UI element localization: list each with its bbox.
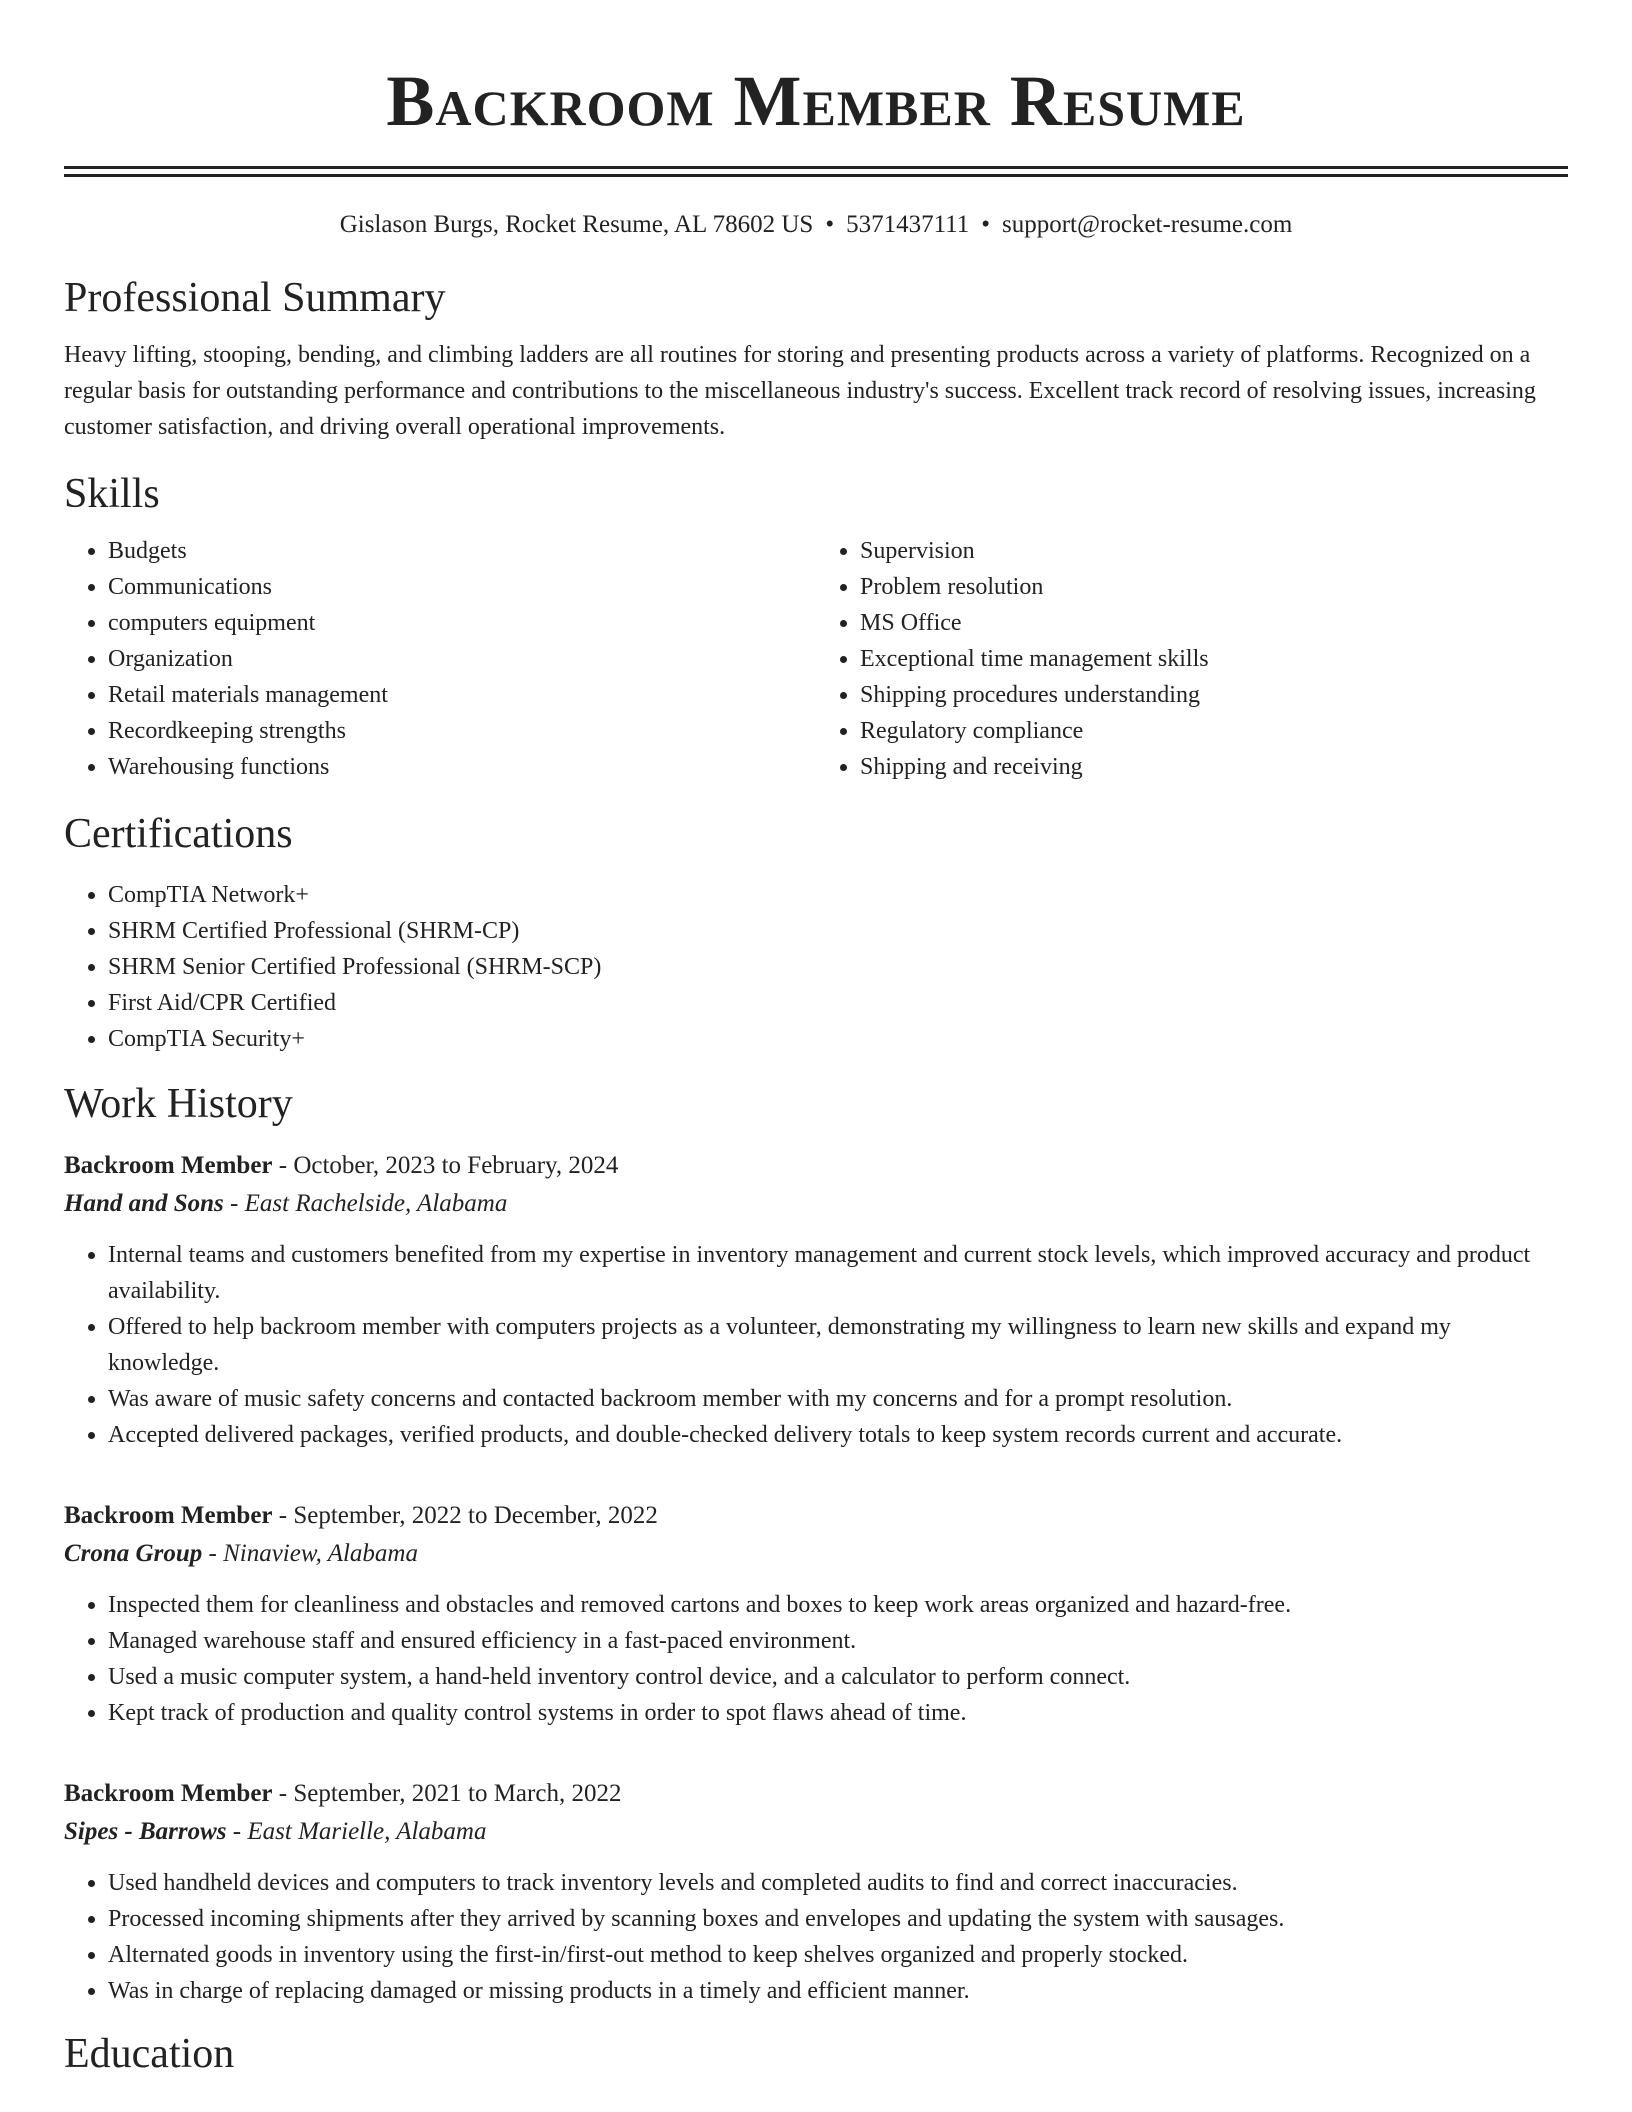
job-bullets — [64, 1587, 1568, 1731]
job-entry — [64, 1497, 1568, 1731]
certifications-heading: Certifications — [64, 811, 293, 857]
certification-item: • CompTIA Network+ — [108, 877, 1568, 913]
skills-left-list — [64, 533, 816, 785]
contact-phone: 5371437111 — [846, 211, 970, 238]
job-bullets — [64, 1865, 1568, 2009]
skill-item: • Problem resolution — [860, 569, 1568, 605]
skills-columns — [64, 533, 1568, 785]
job-bullet: • Processed incoming shipments after they arrived by scanning boxes and envelopes and updating the system with sausages. — [108, 1901, 1568, 1937]
job-entry — [64, 1775, 1568, 2009]
job-role: Backroom Member — [64, 1502, 273, 1529]
skill-item: • Exceptional time management skills — [860, 641, 1568, 677]
job-company-line — [64, 1185, 1568, 1223]
job-company: Crona Group — [64, 1540, 203, 1567]
skill-item: • Communications — [108, 569, 816, 605]
certification-item: • SHRM Senior Certified Professional (SHRM-SCP) — [108, 949, 1568, 985]
job-entry — [64, 1147, 1568, 1453]
skill-item: • Regulatory compliance — [860, 713, 1568, 749]
certification-item: • SHRM Certified Professional (SHRM-CP) — [108, 913, 1568, 949]
job-title-line — [64, 1775, 1568, 1813]
skill-item: • Warehousing functions — [108, 749, 816, 785]
summary-heading: Professional Summary — [64, 275, 446, 321]
job-company-line — [64, 1813, 1568, 1851]
job-bullet: • Kept track of production and quality control systems in order to spot flaws ahead of time. — [108, 1695, 1568, 1731]
job-location: - East Rachelside, Alabama — [223, 1190, 508, 1217]
job-bullets — [64, 1237, 1568, 1453]
skill-item: • Budgets — [108, 533, 816, 569]
job-dates: - September, 2022 to December, 2022 — [272, 1502, 658, 1529]
skills-right-list — [816, 533, 1568, 785]
certifications-section — [64, 809, 1568, 1057]
education-section — [64, 2029, 1568, 2079]
summary-text: Heavy lifting, stooping, bending, and climbing ladders are all routines for storing and presenting products across a variety of platforms. Recognized on a regular basis for outstanding performance and contributions to the miscellaneous industry's success. Excellent track record of resolving issues, increasing customer satisfaction, and driving overall operational improvements. — [64, 342, 1536, 440]
skill-item: • Recordkeeping strengths — [108, 713, 816, 749]
skill-item: • Organization — [108, 641, 816, 677]
job-dates: - October, 2023 to February, 2024 — [272, 1152, 619, 1179]
job-title-line — [64, 1147, 1568, 1185]
job-bullet: • Was in charge of replacing damaged or missing products in a timely and efficient manner. — [108, 1973, 1568, 2009]
job-title-line — [64, 1497, 1568, 1535]
contact-address: Gislason Burgs, Rocket Resume, AL 78602 US — [339, 211, 814, 238]
skill-item: • computers equipment — [108, 605, 816, 641]
contact-email: support@rocket-resume.com — [1002, 211, 1293, 238]
education-heading: Education — [64, 2031, 235, 2077]
summary-section — [64, 273, 1568, 445]
certification-item: • First Aid/CPR Certified — [108, 985, 1568, 1021]
resume-title: Backroom Member Resume — [386, 61, 1246, 141]
work-history-heading: Work History — [64, 1081, 293, 1127]
job-bullet: • Was aware of music safety concerns and contacted backroom member with my concerns and for a prompt resolution. — [108, 1381, 1568, 1417]
job-dates: - September, 2021 to March, 2022 — [272, 1780, 622, 1807]
contact-separator: • — [981, 211, 990, 238]
job-role: Backroom Member — [64, 1152, 273, 1179]
job-role: Backroom Member — [64, 1780, 273, 1807]
skill-item: • Supervision — [860, 533, 1568, 569]
skill-item: • Shipping procedures understanding — [860, 677, 1568, 713]
skills-section — [64, 469, 1568, 785]
skill-item: • Retail materials management — [108, 677, 816, 713]
job-bullet: • Managed warehouse staff and ensured efficiency in a fast-paced environment. — [108, 1623, 1568, 1659]
job-bullet: • Used a music computer system, a hand-held inventory control device, and a calculator to perform connect. — [108, 1659, 1568, 1695]
work-history-section — [64, 1079, 1568, 2009]
job-bullet: • Used handheld devices and computers to track inventory levels and completed audits to find and correct inaccuracies. — [108, 1865, 1568, 1901]
job-company-line — [64, 1535, 1568, 1573]
job-bullet: • Internal teams and customers benefited from my expertise in inventory management and current stock levels, which improved accuracy and product availability. — [108, 1237, 1568, 1309]
skill-item: • Shipping and receiving — [860, 749, 1568, 785]
job-bullet: • Inspected them for cleanliness and obstacles and removed cartons and boxes to keep work areas organized and hazard-free. — [108, 1587, 1568, 1623]
title-double-rule — [64, 166, 1568, 177]
contact-separator: • — [825, 211, 835, 238]
resume-page — [64, 0, 1568, 2079]
job-location: - East Marielle, Alabama — [226, 1818, 487, 1845]
certification-item: • CompTIA Security+ — [108, 1021, 1568, 1057]
job-company: Hand and Sons — [64, 1190, 224, 1217]
job-bullet: • Alternated goods in inventory using the first-in/first-out method to keep shelves organized and properly stocked. — [108, 1937, 1568, 1973]
skills-heading: Skills — [64, 471, 160, 517]
contact-line — [64, 207, 1568, 243]
job-location: - Ninaview, Alabama — [202, 1540, 418, 1567]
job-bullet: • Accepted delivered packages, verified products, and double-checked delivery totals to keep system records current and accurate. — [108, 1417, 1568, 1453]
job-bullet: • Offered to help backroom member with computers projects as a volunteer, demonstrating my willingness to learn new skills and expand my knowledge. — [108, 1309, 1568, 1381]
job-company: Sipes - Barrows — [64, 1818, 227, 1845]
skill-item: • MS Office — [860, 605, 1568, 641]
certifications-list — [64, 877, 1568, 1057]
